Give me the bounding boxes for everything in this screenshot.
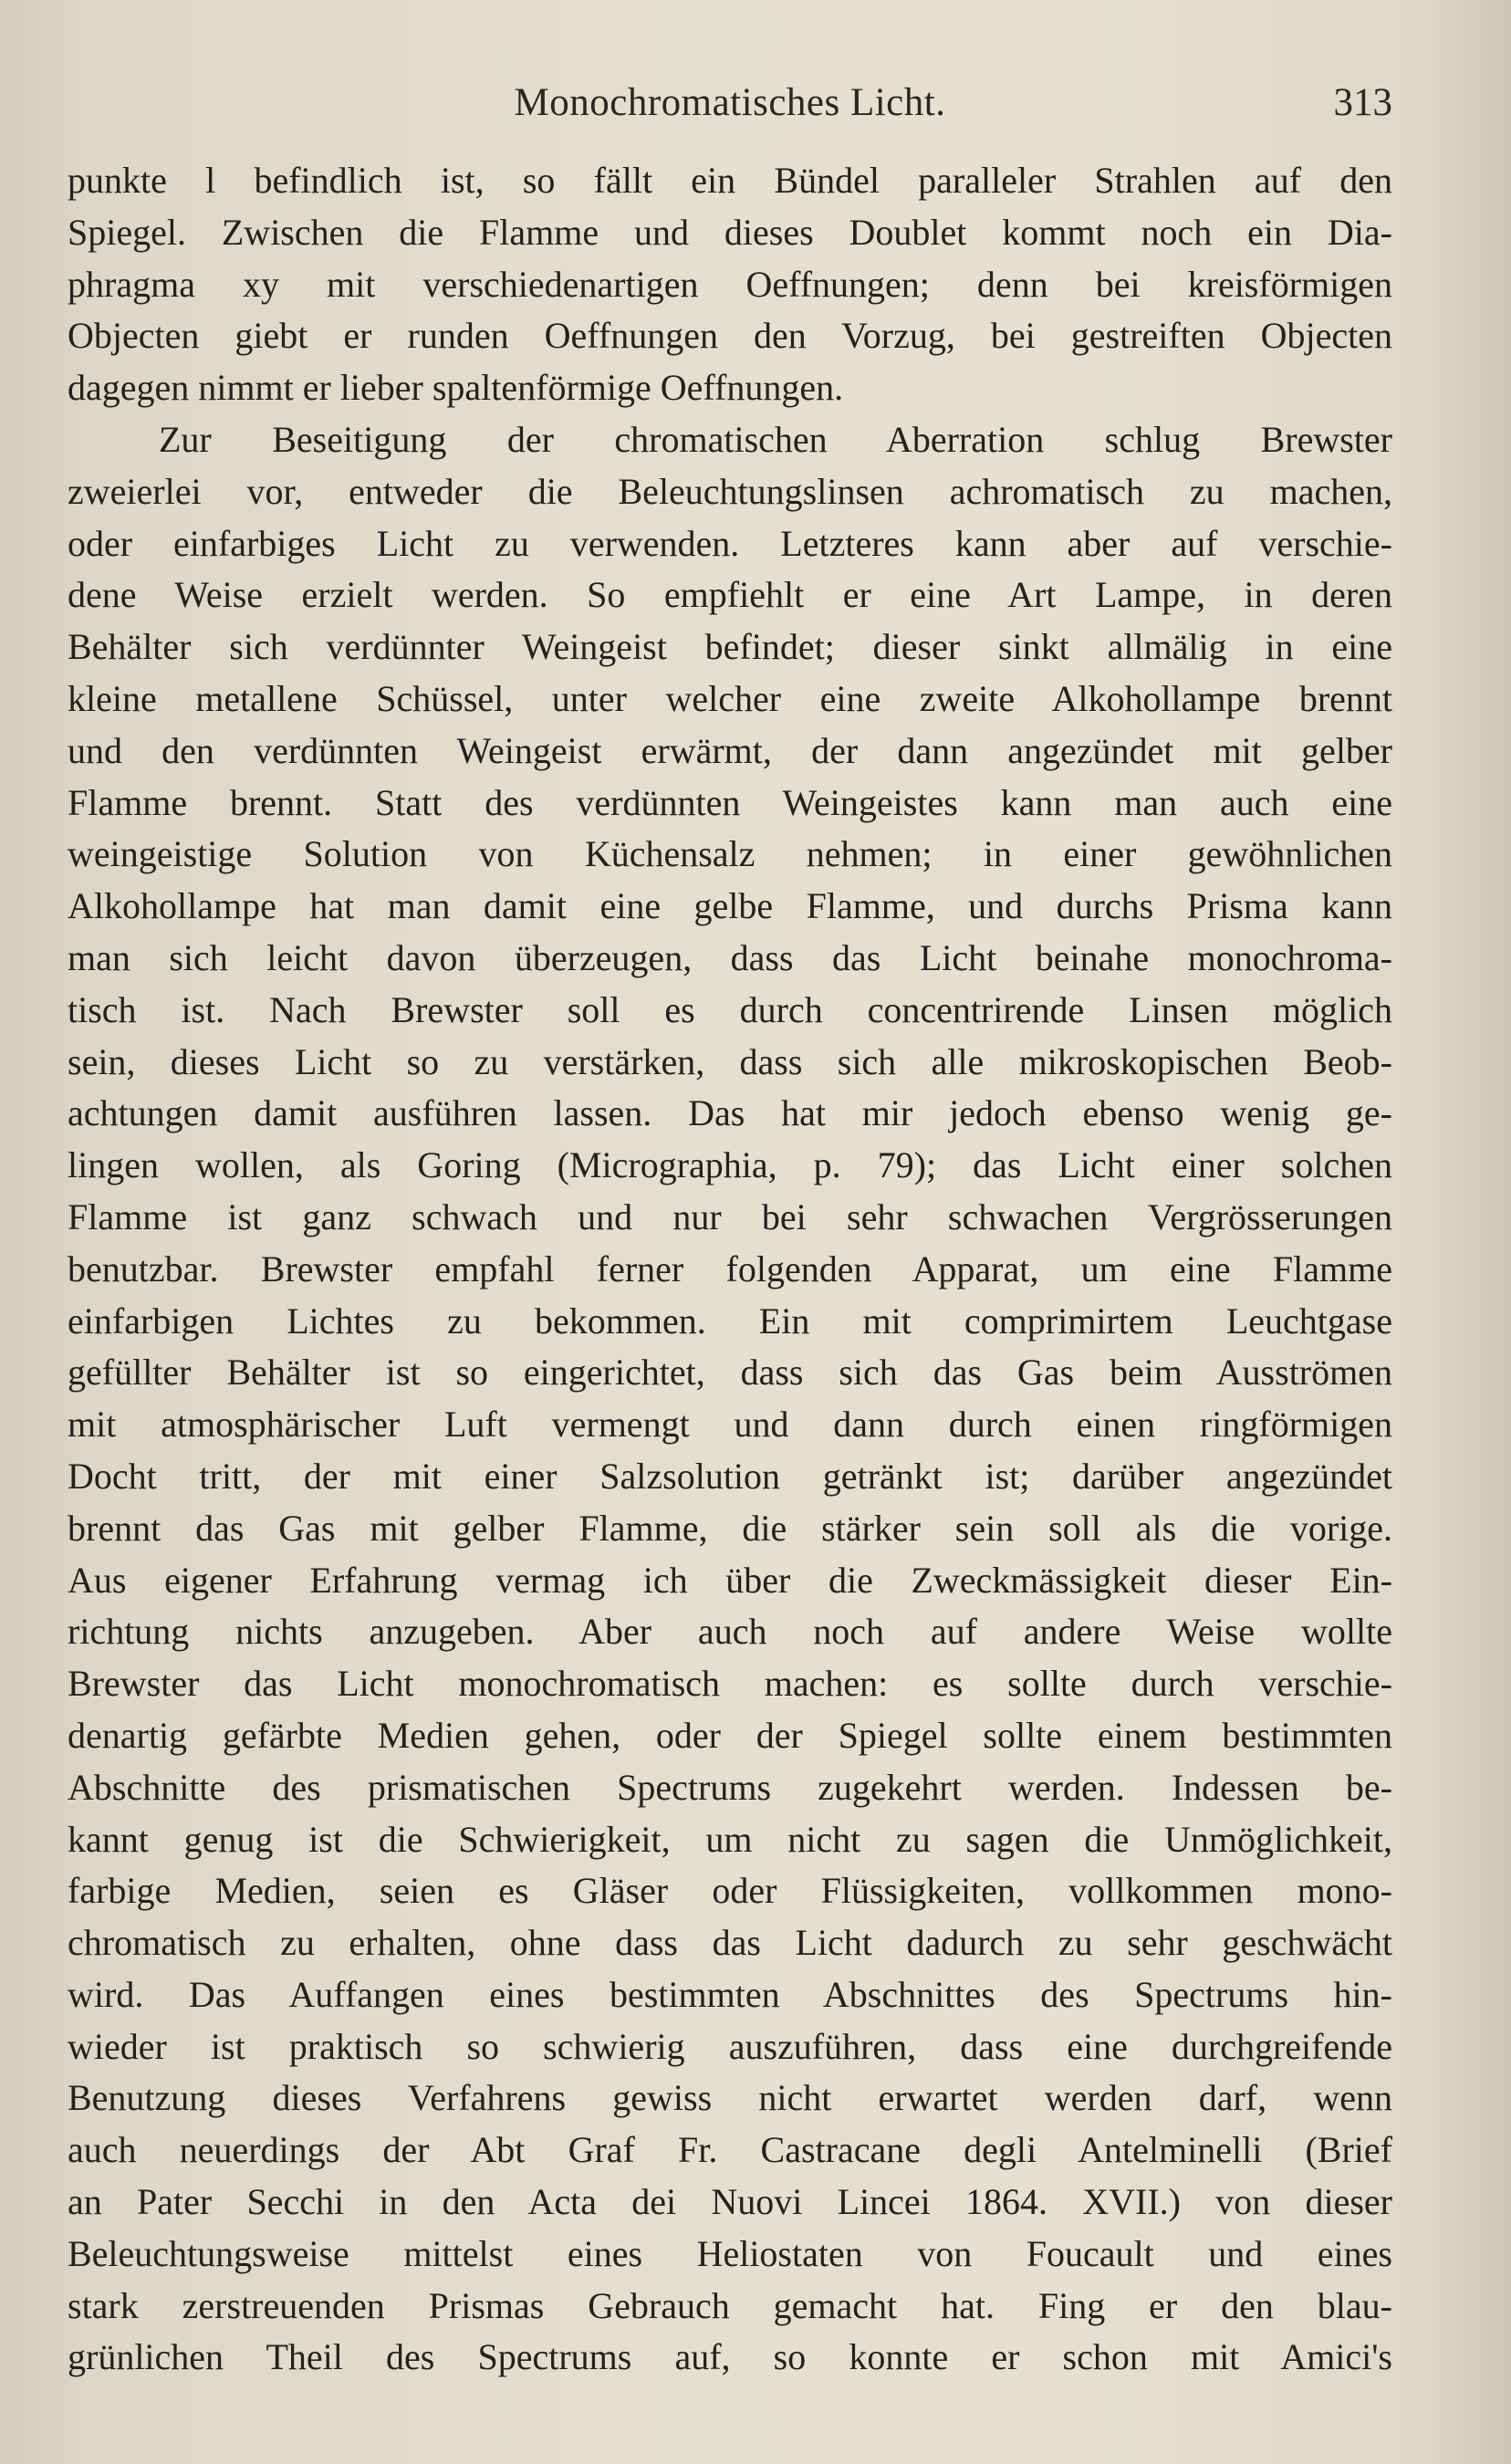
text-line: phragma xy mit verschiedenartigen Oeffnungen; denn bei kreisförmigen [68,263,1392,305]
running-title: Monochromatisches Licht. [514,81,946,124]
text-line: Docht tritt, der mit einer Salzsolution getränkt ist; darüber angezündet [68,1455,1392,1497]
text-line: denartig gefärbte Medien gehen, oder der Spiegel sollte einem bestimmten [68,1714,1392,1756]
text-line: richtung nichts anzugeben. Aber auch noch auf andere Weise wollte [68,1611,1392,1653]
text-line: punkte l befindlich ist, so fällt ein Bündel paralleler Strahlen auf den [68,160,1392,201]
text-line: Brewster das Licht monochromatisch machen: es sollte durch verschie- [68,1663,1392,1705]
text-line: wieder ist praktisch so schwierig auszuführen, dass eine durchgreifende [68,2025,1392,2067]
text-line: Aus eigener Erfahrung vermag ich über die Zweckmässigkeit dieser Ein- [68,1559,1392,1601]
text-line: Benutzung dieses Verfahrens gewiss nicht erwartet werden darf, wenn [68,2077,1392,2119]
text-line: mit atmosphärischer Luft vermengt und dann durch einen ringförmigen [68,1404,1392,1446]
text-line: Behälter sich verdünnter Weingeist befindet; dieser sinkt allmälig in eine [68,626,1392,668]
text-line: auch neuerdings der Abt Graf Fr. Castracane degli Antelminelli (Brief [68,2129,1392,2171]
text-line: dagegen nimmt er lieber spaltenförmige Oeffnungen. [68,367,844,409]
page-header [68,80,1392,126]
text-line: lingen wollen, als Goring (Micrographia, p. 79); das Licht einer solchen [68,1144,1392,1186]
text-line: sein, dieses Licht so zu verstärken, dass sich alle mikroskopischen Beob- [68,1040,1392,1082]
text-line: einfarbigen Lichtes zu bekommen. Ein mit comprimirtem Leuchtgase [68,1300,1392,1342]
text-line: Alkohollampe hat man damit eine gelbe Flamme, und durchs Prisma kann [68,885,1392,927]
text-line: kannt genug ist die Schwierigkeit, um nicht zu sagen die Unmöglichkeit, [68,1818,1392,1860]
text-line: achtungen damit ausführen lassen. Das hat mir jedoch ebenso wenig ge- [68,1092,1392,1134]
text-line: Flamme brennt. Statt des verdünnten Weingeistes kann man auch eine [68,781,1392,823]
text-line: zweierlei vor, entweder die Beleuchtungslinsen achromatisch zu machen, [68,470,1392,512]
text-line: gefüllter Behälter ist so eingerichtet, dass sich das Gas beim Ausströmen [68,1352,1392,1394]
text-line: oder einfarbiges Licht zu verwenden. Letzteres kann aber auf verschie- [68,522,1392,564]
text-line: weingeistige Solution von Küchensalz nehmen; in einer gewöhnlichen [68,833,1392,875]
text-line: stark zerstreuenden Prismas Gebrauch gemacht hat. Fing er den blau- [68,2284,1392,2326]
text-line: dene Weise erzielt werden. So empfiehlt er eine Art Lampe, in deren [68,574,1392,616]
body-text [68,155,1392,2384]
text-line: Beleuchtungsweise mittelst eines Heliostaten von Foucault und eines [68,2232,1392,2274]
text-line: kleine metallene Schüssel, unter welcher eine zweite Alkohollampe brennt [68,677,1392,719]
text-line: brennt das Gas mit gelber Flamme, die stärker sein soll als die vorige. [68,1507,1392,1549]
text-line: Flamme ist ganz schwach und nur bei sehr schwachen Vergrösserungen [68,1195,1392,1237]
text-line: tisch ist. Nach Brewster soll es durch concentrirende Linsen möglich [68,988,1392,1030]
text-line: an Pater Secchi in den Acta dei Nuovi Lincei 1864. XVII.) von dieser [68,2181,1392,2223]
text-line: grünlichen Theil des Spectrums auf, so konnte er schon mit Amici's [68,2336,1392,2378]
text-line: wird. Das Auffangen eines bestimmten Abschnittes des Spectrums hin- [68,1973,1392,2015]
text-line: chromatisch zu erhalten, ohne dass das Licht dadurch zu sehr geschwächt [68,1922,1392,1964]
text-line: Zur Beseitigung der chromatischen Aberration schlug Brewster [159,418,1392,460]
text-line: benutzbar. Brewster empfahl ferner folgenden Apparat, um eine Flamme [68,1248,1392,1289]
text-line: Objecten giebt er runden Oeffnungen den Vorzug, bei gestreiften Objecten [68,315,1392,357]
text-line: Abschnitte des prismatischen Spectrums zugekehrt werden. Indessen be- [68,1766,1392,1808]
text-line: man sich leicht davon überzeugen, dass das Licht beinahe monochroma- [68,936,1392,978]
page-number: 313 [1333,81,1392,124]
text-line: farbige Medien, seien es Gläser oder Flüssigkeiten, vollkommen mono- [68,1870,1392,1912]
text-line: und den verdünnten Weingeist erwärmt, der dann angezündet mit gelber [68,729,1392,771]
text-line: Spiegel. Zwischen die Flamme und dieses Doublet kommt noch ein Dia- [68,211,1392,253]
